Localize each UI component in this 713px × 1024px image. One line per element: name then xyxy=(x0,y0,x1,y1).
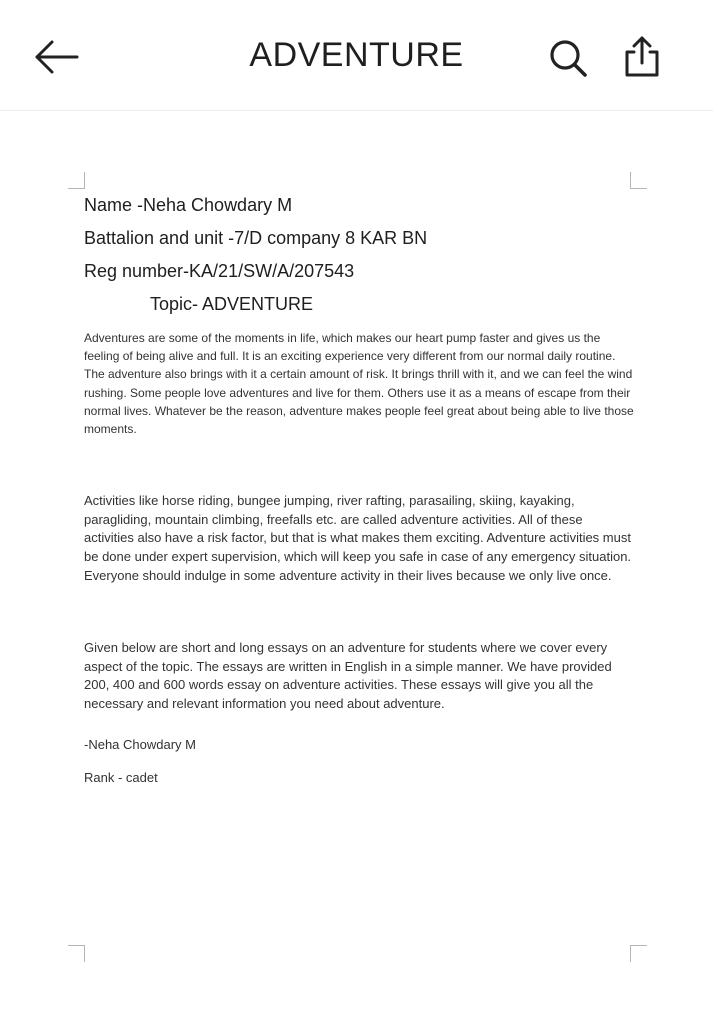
topic-line: Topic- ADVENTURE xyxy=(150,294,314,314)
search-icon xyxy=(546,36,590,80)
share-icon xyxy=(620,34,664,80)
paragraph-1: Adventures are some of the moments in life, which makes our heart pump faster and gives us the feeling of being alive and full. It is an exciting experience very different from our normal daily routine. The adventure also brings with it a certain amount of risk. It brings thrill with it, and we can feel the wind rushing. Some people love adventures and live for them. Others use it as a means of escape from their normal lives. Whatever be the reason, adventure makes people feel great about being able to live those moments. xyxy=(84,331,634,437)
signature: -Neha Chowdary M xyxy=(84,736,196,752)
crop-mark-top-left xyxy=(68,172,85,189)
reg-number-line: Reg number-KA/21/SW/A/207543 xyxy=(84,261,355,281)
document-body xyxy=(84,189,634,787)
document-page[interactable] xyxy=(0,111,713,1024)
search-button[interactable] xyxy=(546,36,590,80)
share-button[interactable] xyxy=(620,34,664,80)
paragraph-3: Given below are short and long essays on an adventure for students where we cover every aspect of the topic. The essays are written in English in a simple manner. We have provided 200, 400 and 600 words essay on adventure activities. These essays will give you all the necessary and relevant information you need about adventure. xyxy=(84,640,612,711)
paragraph-2: Activities like horse riding, bungee jumping, river rafting, parasailing, skiing, kayaking, paragliding, mountain climbing, freefalls etc. are called adventure activities. All of these activities also have a risk factor, but that is what makes them exciting. Adventure activities must be done under expert supervision, which will keep you safe in case of any emergency situation. Everyone should indulge in some adventure activity in their lives because we only live once. xyxy=(84,493,632,583)
crop-mark-bottom-left xyxy=(68,945,85,962)
name-line: Name -Neha Chowdary M xyxy=(84,195,293,215)
top-app-bar xyxy=(0,0,713,111)
rank-line: Rank - cadet xyxy=(84,769,158,785)
page-title: ADVENTURE xyxy=(249,36,464,74)
battalion-line: Battalion and unit -7/D company 8 KAR BN xyxy=(84,228,428,248)
crop-mark-bottom-right xyxy=(630,945,647,962)
crop-mark-top-right xyxy=(630,172,647,189)
